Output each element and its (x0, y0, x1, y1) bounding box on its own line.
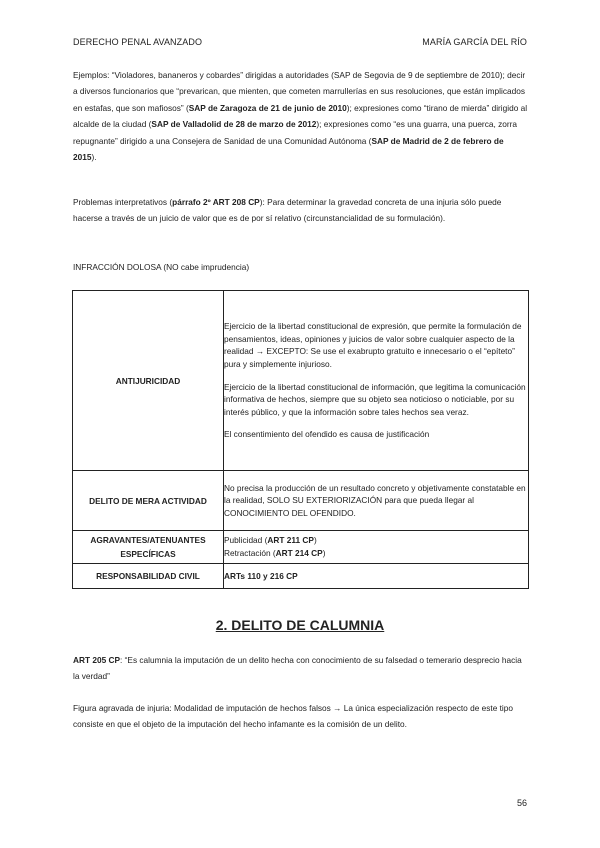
row-label-antijuricidad: ANTIJURICIDAD (73, 291, 224, 471)
citation-sap-valladolid: SAP de Valladolid de 28 de marzo de 2012 (151, 119, 317, 130)
row-label-responsabilidad: RESPONSABILIDAD CIVIL (73, 564, 224, 589)
header-author: MARÍA GARCÍA DEL RÍO (422, 37, 527, 47)
aggravated-figure-paragraph: Figura agravada de injuria: Modalidad de imputación de hechos falsos → La única especialización respecto de este tipo consiste en que el objeto de la imputación del hecho infamante es la comisión de un delito. (73, 703, 514, 730)
page-number: 56 (516, 798, 527, 808)
section-title: 2. DELITO DE CALUMNIA (215, 617, 385, 633)
examples-paragraph: Ejemplos: “Violadores, bananeros y cobardes” dirigidas a autoridades (SAP de Segovia de 9 de septiembre de 2010); decir a diversos funcionarios que “prevarican, que mienten, que cometen marrullerías en sus resoluciones, que están implicados en estafas, que son mafiosos” (SAP de Zaragoza de 21 de junio de 2010); expresiones como “tirano de mierda” dirigido al alcalde de la ciudad (SAP de Valladolid de 28 de marzo de 2012); expresiones como “es una guarra, una puerca, zorra repugnante” dirigido a una Consejera de Sanidad de una Comunidad Autónoma (SAP de Madrid de 2 de febrero de 2015). (73, 70, 528, 163)
row-content-mera-actividad: No precisa la producción de un resultado concreto y objetivamente constatable en la realidad, SOLO SU EXTERIORIZACIÓN para que pueda llegar al CONOCIMIENTO DEL OFENDIDO. (224, 471, 529, 531)
dolosa-heading: INFRACCIÓN DOLOSA (NO cabe imprudencia) (73, 262, 250, 272)
art-205-paragraph: ART 205 CP: “Es calumnia la imputación de un delito hecha con conocimiento de su falsedad o temerario desprecio hacia la verdad” (73, 655, 522, 682)
row-content-antijuricidad: Ejercicio de la libertad constitucional de expresión, que permite la formulación de pensamientos, ideas, opiniones y juicios de valor sobre cualquier aspecto de la realidad → EXCEPTO: Se use el exabrupto gratuito e innecesario o el “epíteto” pura y simplemente injurioso. Ejercicio de la libertad constitucional de información, que legitima la comunicación informativa de hechos, siempre que su objeto sea noticioso o noticiable, por su interés público, y que la información sobre tales hechos sea veraz. El consentimiento del ofendido es causa de justificación (224, 291, 529, 471)
row-content-agravantes: Publicidad (ART 211 CP) Retractación (ART 214 CP) (224, 531, 529, 564)
interpretive-problems-paragraph: Problemas interpretativos (párrafo 2º ART 208 CP): Para determinar la gravedad concreta de una injuria sólo puede hacerse a través de un juicio de valor que es de por sí relativo (circunstancialidad de su formulación). (73, 197, 502, 224)
table-row (73, 531, 529, 564)
row-label-mera-actividad: DELITO DE MERA ACTIVIDAD (73, 471, 224, 531)
citation-sap-madrid: SAP de Madrid de 2 de febrero de 2015 (73, 135, 504, 163)
row-content-responsabilidad: ARTs 110 y 216 CP (224, 564, 529, 589)
citation-art-208: párrafo 2º ART 208 CP (172, 197, 260, 207)
table-row (73, 471, 529, 531)
citation-sap-zaragoza: SAP de Zaragoza de 21 de junio de 2010 (188, 102, 347, 113)
table-row (73, 564, 529, 589)
citation-art-205: ART 205 CP (73, 655, 121, 665)
table-row (73, 291, 529, 471)
injuria-elements-table (72, 290, 529, 589)
header-course-title: DERECHO PENAL AVANZADO (73, 37, 203, 47)
row-label-agravantes: AGRAVANTES/ATENUANTES ESPECÍFICAS (73, 531, 224, 564)
